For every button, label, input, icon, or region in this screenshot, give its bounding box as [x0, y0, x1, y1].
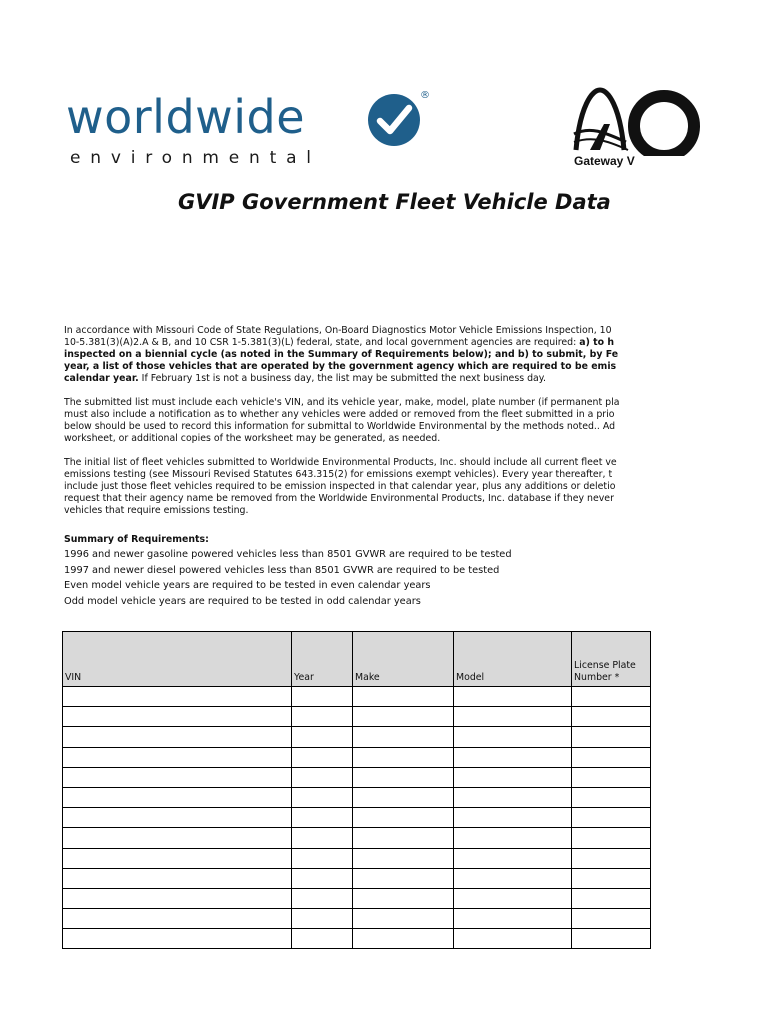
table-row [63, 868, 651, 888]
table-cell[interactable] [353, 868, 454, 888]
table-cell[interactable] [454, 909, 572, 929]
table-cell[interactable] [353, 707, 454, 727]
table-cell[interactable] [353, 767, 454, 787]
table-cell[interactable] [454, 868, 572, 888]
table-row [63, 888, 651, 908]
table-cell[interactable] [353, 808, 454, 828]
table-cell[interactable] [292, 888, 353, 908]
header-make: Make [353, 632, 454, 687]
table-cell[interactable] [353, 727, 454, 747]
table-cell[interactable] [292, 828, 353, 848]
table-cell[interactable] [353, 687, 454, 707]
table-cell[interactable] [353, 787, 454, 807]
bold-text: year, a list of those vehicles that are operated by the government agency which are required to be emis [64, 361, 617, 372]
text-line [64, 409, 658, 421]
text-line [64, 493, 658, 505]
table-row [63, 707, 651, 727]
table-cell[interactable] [454, 888, 572, 908]
table-cell[interactable] [63, 888, 292, 908]
table-row [63, 767, 651, 787]
table-cell[interactable] [572, 707, 651, 727]
page-title: GVIP Government Fleet Vehicle Data [178, 190, 611, 214]
table-row [63, 687, 651, 707]
text-run: include just those fleet vehicles required to be emission inspected in that calendar year, plus any additions or deletio [64, 481, 616, 492]
table-cell[interactable] [572, 808, 651, 828]
logo-subtitle: environmental [70, 148, 321, 168]
text-line [64, 361, 658, 373]
table-cell[interactable] [63, 727, 292, 747]
requirement-item: 1996 and newer gasoline powered vehicles less than 8501 GVWR are required to be tested [64, 549, 512, 560]
logo-wordmark: worldwide [66, 90, 306, 144]
table-cell[interactable] [454, 687, 572, 707]
gateway-arch-icon [570, 86, 768, 156]
bold-text: calendar year. [64, 373, 139, 384]
table-cell[interactable] [353, 747, 454, 767]
table-cell[interactable] [63, 787, 292, 807]
table-cell[interactable] [353, 909, 454, 929]
table-cell[interactable] [454, 707, 572, 727]
table-cell[interactable] [63, 808, 292, 828]
table-row [63, 848, 651, 868]
text-run: In accordance with Missouri Code of State Regulations, On-Board Diagnostics Motor Vehicle Emissions Inspection, 10 [64, 325, 612, 336]
text-run: worksheet, or additional copies of the worksheet may be generated, as needed. [64, 433, 441, 444]
table-header-row [63, 632, 651, 687]
table-row [63, 828, 651, 848]
text-line [64, 481, 658, 493]
table-cell[interactable] [572, 909, 651, 929]
registered-mark: ® [420, 90, 430, 101]
table-cell[interactable] [63, 687, 292, 707]
text-line [64, 325, 658, 337]
text-run: The initial list of fleet vehicles submitted to Worldwide Environmental Products, Inc. should include all current fleet ve [64, 457, 617, 468]
table-cell[interactable] [572, 767, 651, 787]
text-line [64, 421, 658, 433]
table-cell[interactable] [292, 909, 353, 929]
gateway-logo [570, 86, 768, 178]
text-run: The submitted list must include each vehicle's VIN, and its vehicle year, make, model, plate number (if permanent pla [64, 397, 620, 408]
text-line [64, 433, 658, 445]
table-cell[interactable] [63, 747, 292, 767]
paragraph-initial-list [64, 457, 658, 517]
table-cell[interactable] [353, 828, 454, 848]
table-cell[interactable] [353, 888, 454, 908]
table-cell[interactable] [292, 787, 353, 807]
gateway-logo-text: Gateway V [574, 154, 635, 168]
text-run: vehicles that require emissions testing. [64, 505, 249, 516]
table-cell[interactable] [572, 727, 651, 747]
table-cell[interactable] [454, 747, 572, 767]
checkmark-icon [366, 92, 422, 148]
header-year: Year [292, 632, 353, 687]
requirement-item: 1997 and newer diesel powered vehicles less than 8501 GVWR are required to be tested [64, 564, 500, 576]
table-cell[interactable] [353, 929, 454, 949]
table-cell[interactable] [454, 787, 572, 807]
table-row [63, 747, 651, 767]
table-cell[interactable] [572, 848, 651, 868]
summary-of-requirements [64, 533, 658, 609]
table-cell[interactable] [292, 727, 353, 747]
table-cell[interactable] [292, 747, 353, 767]
table-cell[interactable] [572, 787, 651, 807]
text-run: If February 1st is not a business day, the list may be submitted the next business day. [138, 373, 546, 384]
text-line [64, 505, 658, 517]
table-cell[interactable] [292, 707, 353, 727]
text-line [64, 337, 658, 349]
text-line [64, 397, 658, 409]
bold-text: inspected on a biennial cycle (as noted in the Summary of Requirements below); and b) to submit, by Fe [64, 349, 619, 360]
vehicle-data-table [62, 631, 651, 949]
table-cell[interactable] [572, 747, 651, 767]
table-cell[interactable] [292, 808, 353, 828]
text-line [64, 457, 658, 469]
text-line [64, 349, 658, 361]
table-cell[interactable] [572, 828, 651, 848]
table-cell[interactable] [63, 929, 292, 949]
table-cell[interactable] [572, 888, 651, 908]
table-cell[interactable] [63, 868, 292, 888]
paragraph-regulations [64, 325, 658, 385]
table-cell[interactable] [454, 808, 572, 828]
text-run: below should be used to record this information for submittal to Worldwide Environmental by the methods noted.. Ad [64, 421, 616, 432]
table-row [63, 787, 651, 807]
header-vin: VIN [63, 632, 292, 687]
table-cell[interactable] [63, 828, 292, 848]
table-row [63, 727, 651, 747]
bold-text: a) to h [579, 337, 615, 348]
table-row [63, 929, 651, 949]
requirement-item: Odd model vehicle years are required to be tested in odd calendar years [64, 595, 421, 607]
table-cell[interactable] [572, 929, 651, 949]
table-cell[interactable] [572, 868, 651, 888]
text-line [64, 373, 658, 385]
text-run: must also include a notification as to whether any vehicles were added or removed from the fleet submitted in a prio [64, 409, 615, 420]
table-row [63, 808, 651, 828]
table-cell[interactable] [454, 848, 572, 868]
table-row [63, 909, 651, 929]
table-cell[interactable] [63, 707, 292, 727]
table-cell[interactable] [292, 687, 353, 707]
table-cell[interactable] [292, 868, 353, 888]
table-cell[interactable] [454, 727, 572, 747]
table-cell[interactable] [63, 848, 292, 868]
summary-title: Summary of Requirements: [64, 534, 209, 545]
table-cell[interactable] [63, 767, 292, 787]
body-text [64, 325, 658, 529]
table-cell[interactable] [63, 909, 292, 929]
text-run: 10-5.381(3)(A)2.A & B, and 10 CSR 1-5.381(3)(L) federal, state, and local government agencies are required: [64, 337, 580, 348]
header-model: Model [454, 632, 572, 687]
text-run: request that their agency name be removed from the Worldwide Environmental Products, Inc. database if they never [64, 493, 614, 504]
table-cell[interactable] [292, 848, 353, 868]
table-cell[interactable] [454, 828, 572, 848]
text-run: emissions testing (see Missouri Revised Statutes 643.315(2) for emissions exempt vehicles). Every year thereafter, t [64, 469, 613, 480]
header-license-plate: License Plate Number * [572, 632, 651, 687]
table-cell[interactable] [572, 687, 651, 707]
table-cell[interactable] [292, 767, 353, 787]
paragraph-submitted-list [64, 397, 658, 445]
table-cell[interactable] [292, 929, 353, 949]
requirement-item: Even model vehicle years are required to be tested in even calendar years [64, 580, 431, 591]
text-line [64, 469, 658, 481]
worldwide-logo [66, 88, 436, 178]
table-body [63, 687, 651, 949]
table-cell[interactable] [454, 767, 572, 787]
table-cell[interactable] [353, 848, 454, 868]
table-cell[interactable] [454, 929, 572, 949]
